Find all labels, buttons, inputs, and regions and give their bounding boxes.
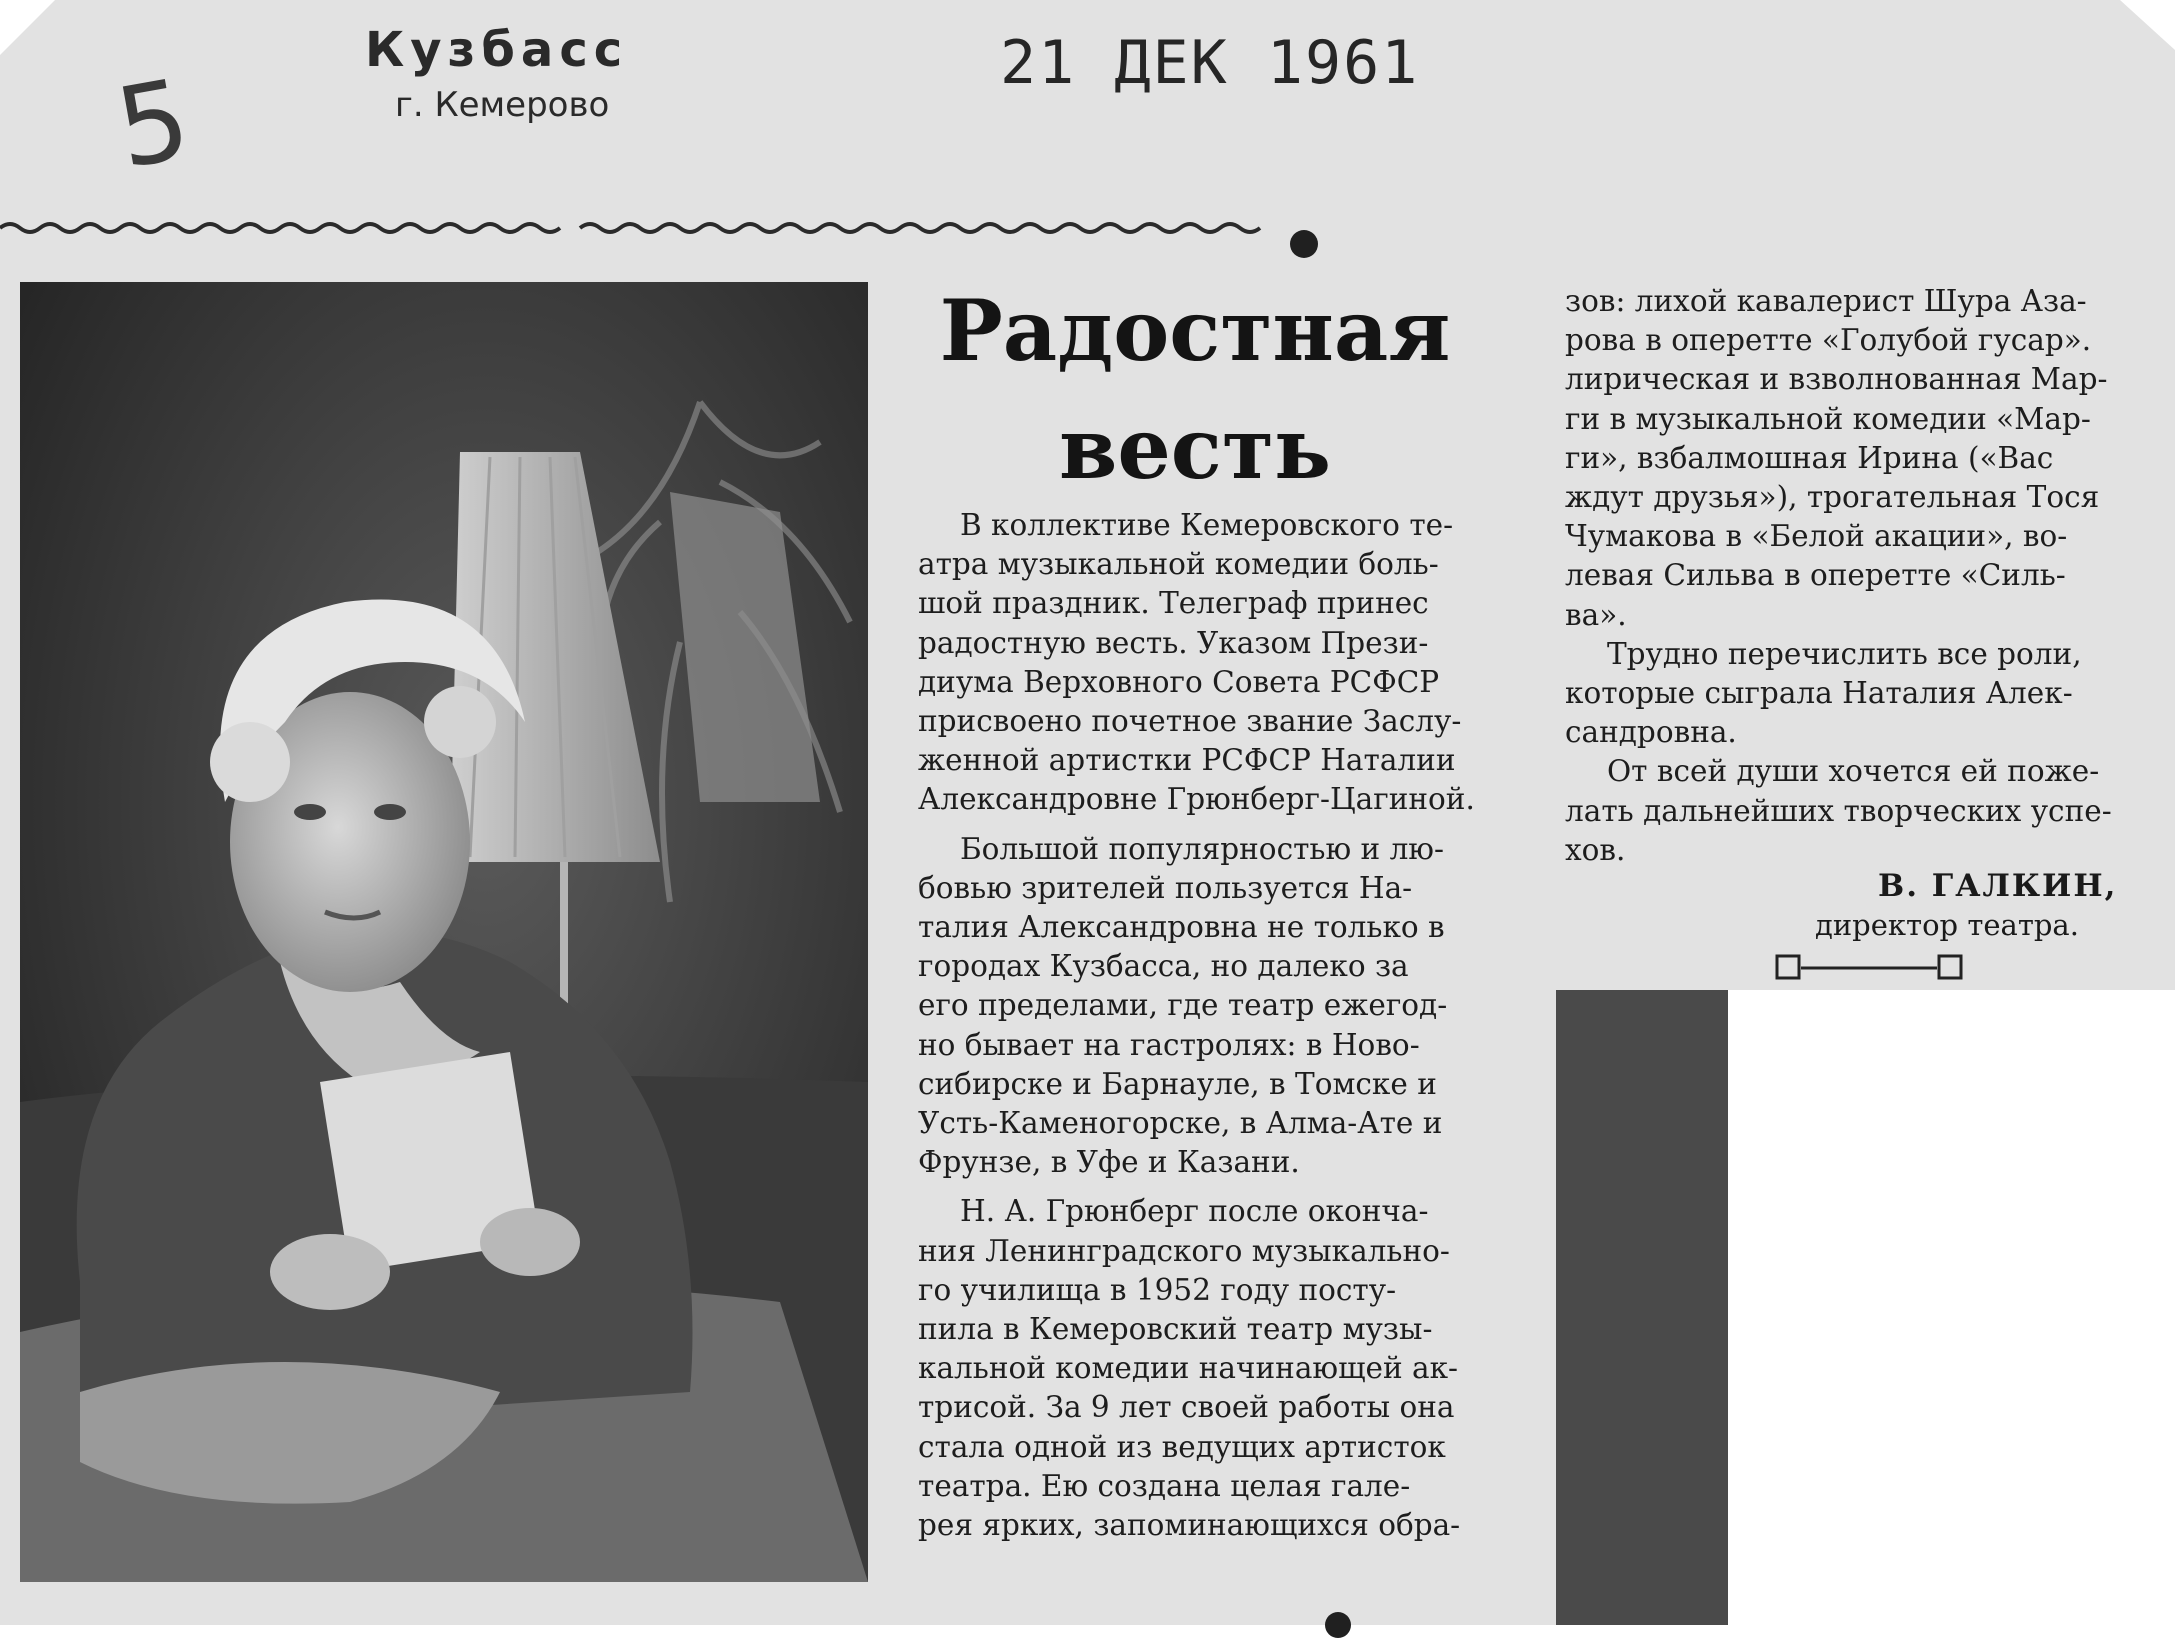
text-line: его пределами, где театр ежегод- <box>918 988 1448 1023</box>
text-line: пила в Кемеровский театр музы- <box>918 1312 1433 1347</box>
text-line: рова в оперетте «Голубой гусар». <box>1565 323 2092 358</box>
text-line: Чумакова в «Белой акации», во- <box>1565 519 2068 554</box>
text-line: ги в музыкальной комедии «Мар- <box>1565 401 2091 436</box>
text-line: кальной комедии начинающей ак- <box>918 1351 1459 1386</box>
text-line: присвоено почетное звание Заслу- <box>918 704 1462 739</box>
text-line: Трудно перечислить все роли, <box>1607 636 2082 671</box>
actress-photograph <box>20 282 868 1582</box>
text-line: сандровна. <box>1565 715 1737 750</box>
text-line: В коллективе Кемеровского те- <box>960 508 1454 542</box>
wavy-rule <box>0 208 1300 248</box>
handwritten-page-number: 5 <box>107 54 199 194</box>
text-line: рея ярких, запоминающихся обра- <box>918 1508 1461 1543</box>
author-role: директор театра. <box>1815 908 2079 942</box>
text-line: которые сыграла Наталия Алек- <box>1565 676 2073 711</box>
text-line: Усть-Каменогорске, в Алма-Ате и <box>918 1106 1443 1141</box>
text-line: От всей души хочется ей поже- <box>1607 754 2100 789</box>
article-column-right <box>1565 282 2155 870</box>
text-line: Фрунзе, в Уфе и Казани. <box>918 1145 1300 1180</box>
text-line: радостную весть. Указом Прези- <box>918 625 1429 660</box>
text-line: ва». <box>1565 597 1627 632</box>
text-line: Н. А. Грюнберг после оконча- <box>960 1194 1429 1229</box>
text-line: женной артистки РСФСР Наталии <box>918 743 1456 778</box>
newspaper-city: г. Кемерово <box>395 85 610 125</box>
text-line: лирическая и взволнованная Мар- <box>1565 362 2108 397</box>
text-line: диума Верховного Совета РСФСР <box>918 664 1440 699</box>
text-line: зов: лихой кавалерист Шура Аза- <box>1565 284 2087 318</box>
text-line: стала одной из ведущих артисток <box>918 1429 1446 1464</box>
text-line: хов. <box>1565 832 1626 867</box>
scanner-backdrop-light <box>1728 990 2180 1625</box>
text-line: Александровне Грюнберг-Цагиной. <box>918 782 1475 817</box>
text-line: ния Ленинградского музыкально- <box>918 1233 1450 1268</box>
text-line: трисой. За 9 лет своей работы она <box>918 1390 1455 1425</box>
text-line: сибирске и Барнауле, в Томске и <box>918 1066 1437 1101</box>
text-line: талия Александровна не только в <box>918 910 1445 945</box>
text-line: лать дальнейших творческих успе- <box>1565 793 2112 828</box>
headline-line-1: Радостная <box>939 281 1451 380</box>
date-stamp: 21 ДЕК 1961 <box>1000 28 1420 98</box>
text-line: но бывает на гастролях: в Ново- <box>918 1027 1420 1062</box>
text-line: ждут друзья»), трогательная Тося <box>1565 480 2100 515</box>
rule-ornament-dot <box>1290 230 1318 258</box>
text-line: театра. Ею создана целая гале- <box>918 1468 1411 1503</box>
text-line: Большой популярностью и лю- <box>960 831 1444 866</box>
text-line: городах Кузбасса, но далеко за <box>918 949 1409 984</box>
text-line: левая Сильва в оперетте «Силь- <box>1565 558 2066 593</box>
text-line: ги», взбалмошная Ирина («Вас <box>1565 440 2054 475</box>
scanner-backdrop <box>1556 990 1728 1625</box>
text-line: го училища в 1952 году посту- <box>918 1272 1397 1307</box>
text-line: бовью зрителей пользуется На- <box>918 870 1413 905</box>
text-line: шой праздник. Телеграф принес <box>918 586 1429 621</box>
article-headline <box>900 272 1490 508</box>
newspaper-name: Кузбасс <box>365 22 629 78</box>
article-end-mark <box>1775 950 1965 986</box>
article-column-middle <box>918 506 1518 1545</box>
headline-line-2: весть <box>1058 399 1331 498</box>
author-name: В. ГАЛКИН, <box>1878 868 2118 904</box>
text-line: атра музыкальной комедии боль- <box>918 547 1439 582</box>
bottom-ornament-dot <box>1325 1612 1351 1638</box>
